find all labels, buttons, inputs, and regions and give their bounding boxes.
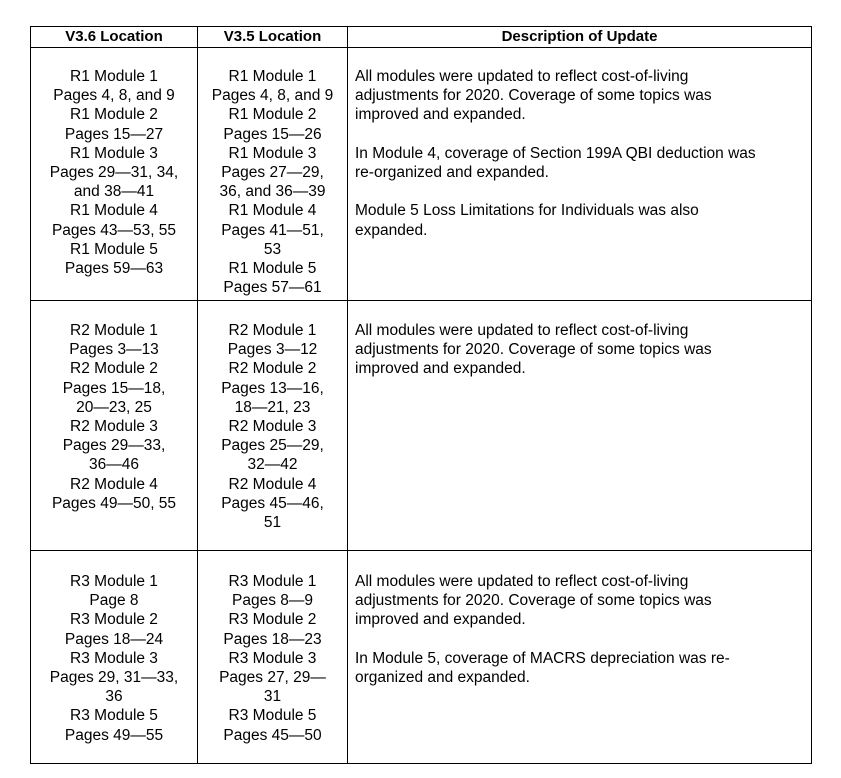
location-line: Pages 3—13 [69, 341, 159, 359]
location-line: Pages 8—9 [232, 592, 313, 610]
location-line: 53 [263, 240, 282, 258]
description-line: adjustments for 2020. Coverage of some topics was [355, 592, 712, 610]
location-line: 51 [263, 514, 282, 532]
table-row [31, 551, 812, 764]
location-line: R3 Module 1 [70, 573, 158, 590]
header-v36-location: V3.6 Location [31, 27, 198, 48]
location-line: Pages 29, 31—33, [49, 669, 179, 687]
description-line: expanded. [355, 221, 428, 239]
location-line: R1 Module 2 [70, 106, 158, 124]
description-line: In Module 4, coverage of Section 199A QBI deduction was [355, 144, 756, 162]
location-line: R1 Module 5 [70, 240, 158, 258]
location-line: Pages 13—16, [221, 379, 324, 397]
description-line: improved and expanded. [355, 611, 526, 629]
location-line: Pages 4, 8, and 9 [211, 87, 334, 105]
location-line: R2 Module 1 [228, 322, 317, 339]
location-line: Page 8 [89, 592, 139, 610]
description-line: All modules were updated to reflect cost-of-living [355, 573, 689, 590]
description-line: organized and expanded. [355, 669, 530, 686]
location-line: R3 Module 3 [228, 649, 317, 667]
location-line: R3 Module 5 [70, 707, 158, 725]
description-paragraph [355, 201, 807, 239]
location-line: Pages 29—31, 34, [49, 164, 179, 182]
description-paragraph [355, 321, 807, 379]
location-line: R2 Module 4 [70, 475, 158, 493]
location-line: Pages 15—27 [64, 125, 164, 143]
location-line: Pages 49—50, 55 [51, 494, 177, 512]
table-row [31, 301, 812, 551]
description-line: re-organized and expanded. [355, 164, 549, 181]
location-line: and 38—41 [73, 183, 155, 201]
location-line: R1 Module 3 [70, 144, 158, 162]
v35-location-cell [198, 551, 348, 764]
location-line: R1 Module 5 [228, 260, 317, 278]
description-cell [348, 551, 812, 764]
location-line: R3 Module 3 [70, 649, 158, 667]
header-v35-location: V3.5 Location [198, 27, 348, 48]
v35-location-cell [198, 301, 348, 551]
location-line: 31 [263, 688, 282, 706]
location-line: R1 Module 4 [228, 202, 317, 220]
description-paragraph [355, 144, 807, 182]
location-line: Pages 25—29, [221, 437, 324, 455]
location-line: R3 Module 5 [228, 707, 317, 725]
description-line: All modules were updated to reflect cost-of-living [355, 68, 689, 85]
description-line: All modules were updated to reflect cost-of-living [355, 322, 689, 339]
location-line: R1 Module 2 [228, 106, 317, 124]
location-line: Pages 41—51, [221, 221, 324, 239]
v36-location-cell [31, 48, 198, 301]
location-line: Pages 59—63 [64, 260, 164, 278]
location-line: R2 Module 2 [70, 360, 158, 378]
location-line: Pages 3—12 [227, 341, 318, 359]
location-line: R1 Module 1 [228, 68, 317, 85]
location-line: R1 Module 3 [228, 144, 317, 162]
location-line: Pages 45—46, [221, 494, 324, 512]
description-line: improved and expanded. [355, 360, 526, 378]
description-paragraph [355, 572, 807, 630]
location-line: R2 Module 3 [228, 418, 317, 436]
description-line: Module 5 Loss Limitations for Individuals was also [355, 202, 699, 220]
location-line: R2 Module 2 [228, 360, 317, 378]
updates-table [30, 26, 812, 764]
location-line: 18—21, 23 [234, 398, 311, 416]
location-line: 32—42 [247, 456, 298, 474]
table-row [31, 48, 812, 301]
description-paragraph [355, 649, 807, 687]
description-cell [348, 48, 812, 301]
location-line: Pages 15—26 [223, 125, 322, 143]
location-line: Pages 49—55 [64, 726, 164, 744]
location-line: Pages 43—53, 55 [51, 221, 177, 239]
location-line: R1 Module 1 [70, 68, 158, 85]
location-line: 20—23, 25 [76, 398, 152, 416]
location-line: Pages 45—50 [223, 726, 322, 744]
location-line: Pages 29—33, [62, 437, 166, 455]
header-row [31, 27, 812, 48]
description-line: In Module 5, coverage of MACRS depreciation was re- [355, 649, 730, 667]
location-line: 36, and 36—39 [219, 183, 326, 201]
location-line: 36—46 [89, 456, 139, 474]
location-line: R3 Module 2 [228, 611, 317, 629]
description-line: improved and expanded. [355, 106, 526, 124]
location-line: Pages 27—29, [221, 164, 324, 182]
location-line: Pages 4, 8, and 9 [53, 87, 175, 105]
header-description: Description of Update [348, 27, 812, 48]
location-line: Pages 18—23 [223, 630, 322, 648]
location-line: R3 Module 2 [70, 611, 158, 629]
location-line: R2 Module 3 [70, 418, 158, 436]
location-line: 36 [105, 688, 123, 706]
location-line: R3 Module 1 [228, 573, 317, 590]
location-line: Pages 18—24 [64, 630, 164, 648]
v36-location-cell [31, 301, 198, 551]
location-line: R2 Module 1 [70, 322, 158, 339]
description-line: adjustments for 2020. Coverage of some topics was [355, 87, 712, 105]
location-line: R1 Module 4 [70, 202, 158, 220]
v35-location-cell [198, 48, 348, 301]
description-line: adjustments for 2020. Coverage of some topics was [355, 341, 712, 359]
location-line: R2 Module 4 [228, 475, 317, 493]
description-paragraph [355, 67, 807, 125]
location-line: Pages 27, 29— [219, 669, 326, 687]
description-cell [348, 301, 812, 551]
location-line: Pages 15—18, [62, 379, 166, 397]
location-line: Pages 57—61 [223, 279, 322, 297]
v36-location-cell [31, 551, 198, 764]
